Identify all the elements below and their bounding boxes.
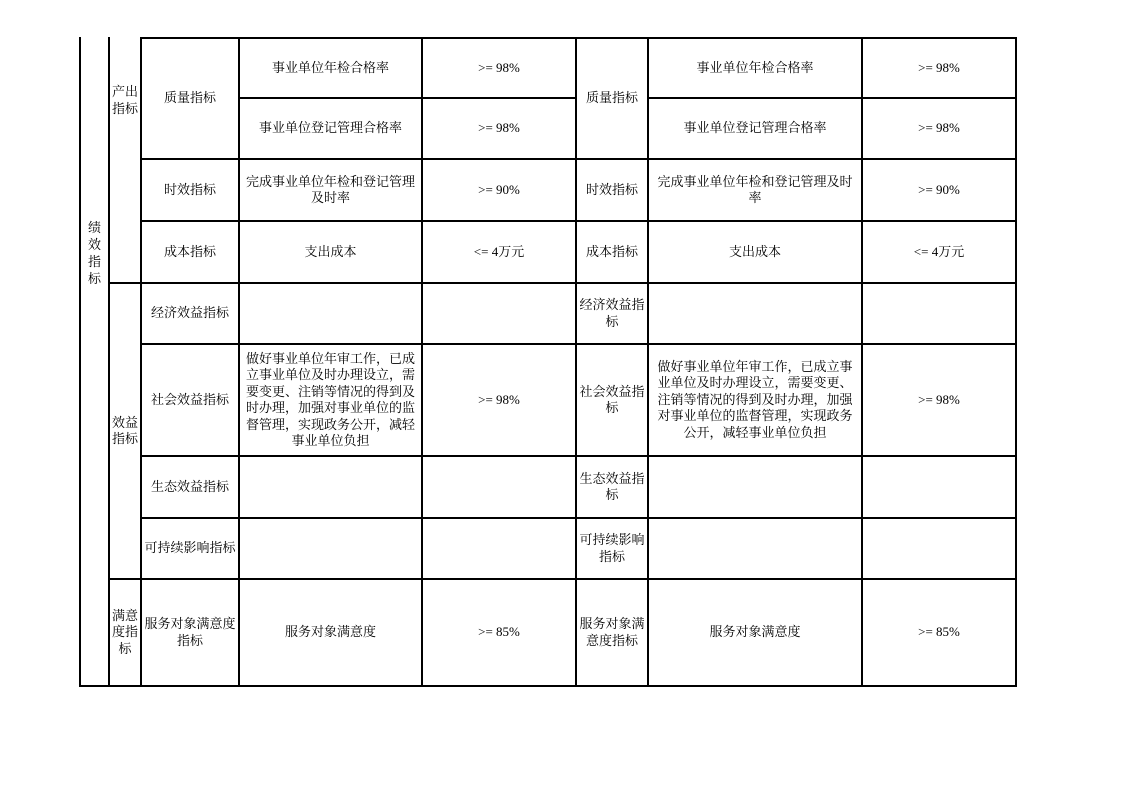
left-value-text: >= 90%	[478, 181, 520, 197]
right-value-text: >= 98%	[918, 120, 960, 136]
left-indicator-text: 事业单位登记管理合格率	[258, 120, 402, 136]
left-indicator-text: 支出成本	[304, 243, 357, 259]
left-level3-cell	[142, 345, 240, 457]
right-value-cell	[863, 519, 1017, 580]
right-indicator-cell	[649, 160, 863, 222]
left-indicator-cell	[240, 160, 423, 222]
right-level3-cell	[577, 519, 649, 580]
right-level3-label: 时效指标	[585, 181, 638, 197]
level2-benefit-cell	[110, 284, 142, 580]
right-value-cell	[863, 37, 1017, 99]
left-level3-cell	[142, 284, 240, 345]
left-indicator-cell	[240, 37, 423, 99]
right-level3-label: 质量指标	[585, 90, 638, 106]
level1-label: 绩效指标	[87, 220, 101, 286]
left-level3-label: 时效指标	[163, 181, 216, 197]
left-value-cell	[423, 457, 577, 519]
right-indicator-text: 支出成本	[728, 243, 781, 259]
left-level3-cell	[142, 580, 240, 687]
right-value-text: >= 85%	[918, 624, 960, 640]
right-value-cell	[863, 160, 1017, 222]
left-level3-cell	[142, 37, 240, 160]
right-value-cell	[863, 284, 1017, 345]
left-indicator-cell	[240, 99, 423, 160]
level2-satisfaction-cell	[110, 580, 142, 687]
right-level3-cell	[577, 284, 649, 345]
right-level3-label: 社会效益指标	[579, 383, 645, 415]
left-indicator-text: 服务对象满意度	[284, 624, 376, 640]
left-value-text: >= 98%	[478, 391, 520, 407]
right-value-text: >= 98%	[918, 391, 960, 407]
level2-output-cell	[110, 37, 142, 284]
right-value-text: <= 4万元	[913, 243, 965, 259]
left-indicator-text: 完成事业单位年检和登记管理及时率	[245, 173, 415, 205]
right-indicator-cell	[649, 580, 863, 687]
left-value-text: >= 85%	[478, 624, 520, 640]
left-value-cell	[423, 99, 577, 160]
right-indicator-cell	[649, 457, 863, 519]
right-level3-cell	[577, 222, 649, 284]
left-level3-cell	[142, 160, 240, 222]
left-value-cell	[423, 580, 577, 687]
left-level3-label: 社会效益指标	[150, 391, 229, 407]
right-indicator-cell	[649, 519, 863, 580]
right-value-cell	[863, 580, 1017, 687]
left-level3-label: 质量指标	[163, 90, 216, 106]
left-level3-label: 服务对象满意度指标	[144, 616, 236, 648]
right-value-cell	[863, 222, 1017, 284]
level2-output-label: 产出指标	[111, 84, 138, 116]
left-value-text: >= 98%	[478, 120, 520, 136]
right-indicator-text: 完成事业单位年检和登记管理及时率	[657, 173, 853, 205]
right-value-text: >= 90%	[918, 181, 960, 197]
left-level3-cell	[142, 457, 240, 519]
left-indicator-cell	[240, 457, 423, 519]
left-indicator-text: 做好事业单位年审工作，已成立事业单位及时办理设立，需要变更、注销等情况的得到及时办理，加强对事业单位的监督管理，实现政务公开，减轻事业单位负担	[245, 350, 415, 448]
left-level3-label: 生态效益指标	[150, 478, 229, 494]
right-level3-label: 可持续影响指标	[579, 532, 645, 564]
right-indicator-cell	[649, 222, 863, 284]
right-indicator-cell	[649, 284, 863, 345]
left-indicator-cell	[240, 580, 423, 687]
right-value-text: >= 98%	[918, 59, 960, 75]
left-level3-cell	[142, 222, 240, 284]
right-level3-label: 生态效益指标	[579, 470, 645, 502]
left-indicator-cell	[240, 519, 423, 580]
left-value-cell	[423, 345, 577, 457]
right-level3-cell	[577, 580, 649, 687]
left-value-cell	[423, 37, 577, 99]
level1-cell	[79, 37, 110, 687]
left-value-cell	[423, 222, 577, 284]
right-level3-cell	[577, 160, 649, 222]
left-value-cell	[423, 160, 577, 222]
left-level3-cell	[142, 519, 240, 580]
right-level3-cell	[577, 37, 649, 160]
right-level3-cell	[577, 345, 649, 457]
left-indicator-cell	[240, 345, 423, 457]
level2-benefit-label: 效益指标	[111, 414, 138, 446]
right-level3-cell	[577, 457, 649, 519]
left-level3-label: 成本指标	[163, 243, 216, 259]
left-level3-label: 可持续影响指标	[144, 540, 236, 556]
right-indicator-text: 服务对象满意度	[709, 624, 801, 640]
left-indicator-cell	[240, 284, 423, 345]
left-value-text: >= 98%	[478, 59, 520, 75]
right-level3-label: 成本指标	[585, 243, 638, 259]
right-indicator-cell	[649, 345, 863, 457]
right-indicator-text: 事业单位年检合格率	[696, 59, 814, 75]
right-level3-label: 经济效益指标	[579, 297, 645, 329]
left-value-cell	[423, 519, 577, 580]
left-level3-label: 经济效益指标	[150, 305, 229, 321]
right-indicator-text: 事业单位登记管理合格率	[683, 120, 827, 136]
right-level3-label: 服务对象满意度指标	[579, 616, 645, 648]
right-indicator-text: 做好事业单位年审工作，已成立事业单位及时办理设立，需要变更、注销等情况的得到及时办理，加强对事业单位的监督管理，实现政务公开，减轻事业单位负担	[657, 358, 853, 440]
left-indicator-cell	[240, 222, 423, 284]
right-value-cell	[863, 457, 1017, 519]
left-indicator-text: 事业单位年检合格率	[271, 59, 389, 75]
right-indicator-cell	[649, 37, 863, 99]
right-indicator-cell	[649, 99, 863, 160]
left-value-cell	[423, 284, 577, 345]
right-value-cell	[863, 99, 1017, 160]
left-value-text: <= 4万元	[473, 243, 525, 259]
level2-satisfaction-label: 满意度指标	[111, 607, 138, 656]
performance-indicator-table	[79, 37, 1017, 687]
right-value-cell	[863, 345, 1017, 457]
